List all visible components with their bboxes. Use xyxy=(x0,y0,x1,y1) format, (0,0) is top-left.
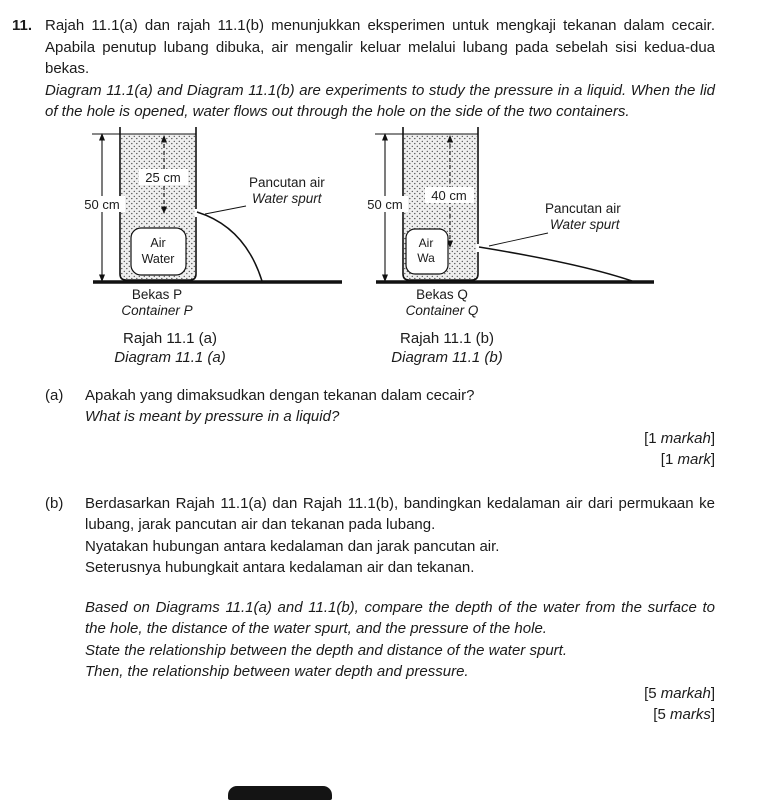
part-b-malay-3: Seterusnya hubungkait antara kedalaman air dan tekanan. xyxy=(85,559,475,576)
hole-a xyxy=(194,209,198,217)
marks-close: ] xyxy=(710,429,715,447)
spacer xyxy=(85,579,715,597)
part-b-malay-2: Nyatakan hubungan antara kedalaman dan jarak pancutan air. xyxy=(85,537,500,555)
caption-diagram-a xyxy=(95,329,245,367)
diagram-b-caption-english: Diagram 11.1 (b) xyxy=(391,348,503,366)
marks-open: [5 xyxy=(644,684,661,702)
part-b-label: (b) xyxy=(45,494,64,512)
part-b-marks-english xyxy=(0,704,759,726)
water-label-english-a: Water xyxy=(141,251,175,266)
part-b-english-1: Based on Diagrams 11.1(a) and 11.1(b), compare the depth of the water from the surface to the hole, the distance of the water spurt, and the pressure of the hole. xyxy=(85,598,715,637)
container-q-label-english: Container Q xyxy=(405,302,479,318)
caption-container-p xyxy=(97,287,217,319)
part-b-malay-1: Berdasarkan Rajah 11.1(a) dan Rajah 11.1(b), bandingkan kedalaman air dari permukaan ke lubang, jarak pancutan air dan tekanan pada lubang. xyxy=(85,494,715,533)
part-a-row xyxy=(0,385,759,428)
scan-artifact xyxy=(228,786,332,800)
depth-label-b: 40 cm xyxy=(431,187,467,203)
water-label-malay-b: Air xyxy=(418,235,434,250)
water-label-malay-a: Air xyxy=(150,235,166,250)
intro-malay: Rajah 11.1(a) dan rajah 11.1(b) menunjukkan eksperimen untuk mengkaji tekanan dalam cecair. Apabila penutup lubang dibuka, air mengalir keluar melalui lubang pada sebelah sisi kedua-dua bekas. xyxy=(45,17,715,77)
hole-b xyxy=(476,244,480,252)
part-b-row xyxy=(0,493,759,683)
marks-word: markah xyxy=(660,684,711,702)
diagram-a-caption-malay: Rajah 11.1 (a) xyxy=(123,329,217,347)
height-label-a: 50 cm xyxy=(84,196,120,212)
water-spurt-b xyxy=(479,247,632,281)
water-label-english-b: Wa xyxy=(417,250,435,265)
marks-word: markah xyxy=(660,429,711,447)
diagram-a-caption-english: Diagram 11.1 (a) xyxy=(114,348,226,366)
marks-word: mark xyxy=(677,451,711,468)
spurt-label-malay-b: Pancutan air xyxy=(545,200,621,216)
marks-open: [5 xyxy=(653,706,670,723)
part-a-body xyxy=(85,385,715,428)
spurt-leader-b xyxy=(489,233,548,246)
part-a-marks-malay xyxy=(0,428,759,450)
part-a-question-malay: Apakah yang dimaksudkan dengan tekanan dalam cecair? xyxy=(85,386,475,404)
diagram-b xyxy=(356,125,666,295)
part-a-marks-english xyxy=(0,449,759,471)
spurt-leader-a xyxy=(205,206,246,214)
container-q-label-malay: Bekas Q xyxy=(416,286,468,302)
height-label-b: 50 cm xyxy=(367,196,403,212)
marks-word: marks xyxy=(669,706,711,723)
part-b-body xyxy=(85,493,715,683)
part-b-marks-malay xyxy=(0,683,759,705)
caption-container-q xyxy=(382,287,502,319)
question-intro-row xyxy=(0,15,759,123)
figure-area xyxy=(0,123,759,373)
question-number: 11. xyxy=(12,17,33,34)
part-b-english-3: Then, the relationship between water depth and pressure. xyxy=(85,663,469,680)
water-spurt-a xyxy=(197,212,262,281)
intro-english: Diagram 11.1(a) and Diagram 11.1(b) are experiments to study the pressure in a liquid. When the lid of the hole is opened, water flows out through the hole on the side of the two containers. xyxy=(45,81,715,120)
marks-close: ] xyxy=(710,451,715,468)
part-b-english-2: State the relationship between the depth and distance of the water spurt. xyxy=(85,641,567,659)
container-p-label-malay: Bekas P xyxy=(131,286,183,302)
question-intro-body xyxy=(45,15,715,123)
marks-open: [1 xyxy=(644,429,661,447)
container-p-label-english: Container P xyxy=(121,302,193,318)
marks-close: ] xyxy=(710,706,715,723)
spurt-label-english-a: Water spurt xyxy=(252,190,322,206)
part-a-question-english: What is meant by pressure in a liquid? xyxy=(85,408,340,425)
diagram-b-caption-malay: Rajah 11.1 (b) xyxy=(400,329,494,347)
depth-label-a: 25 cm xyxy=(145,169,181,185)
marks-open: [1 xyxy=(660,451,678,468)
spurt-label-english-b: Water spurt xyxy=(550,216,620,232)
spurt-label-malay-a: Pancutan air xyxy=(249,174,325,190)
marks-close: ] xyxy=(710,684,715,702)
caption-diagram-b xyxy=(372,329,522,367)
part-a-label: (a) xyxy=(45,386,64,404)
